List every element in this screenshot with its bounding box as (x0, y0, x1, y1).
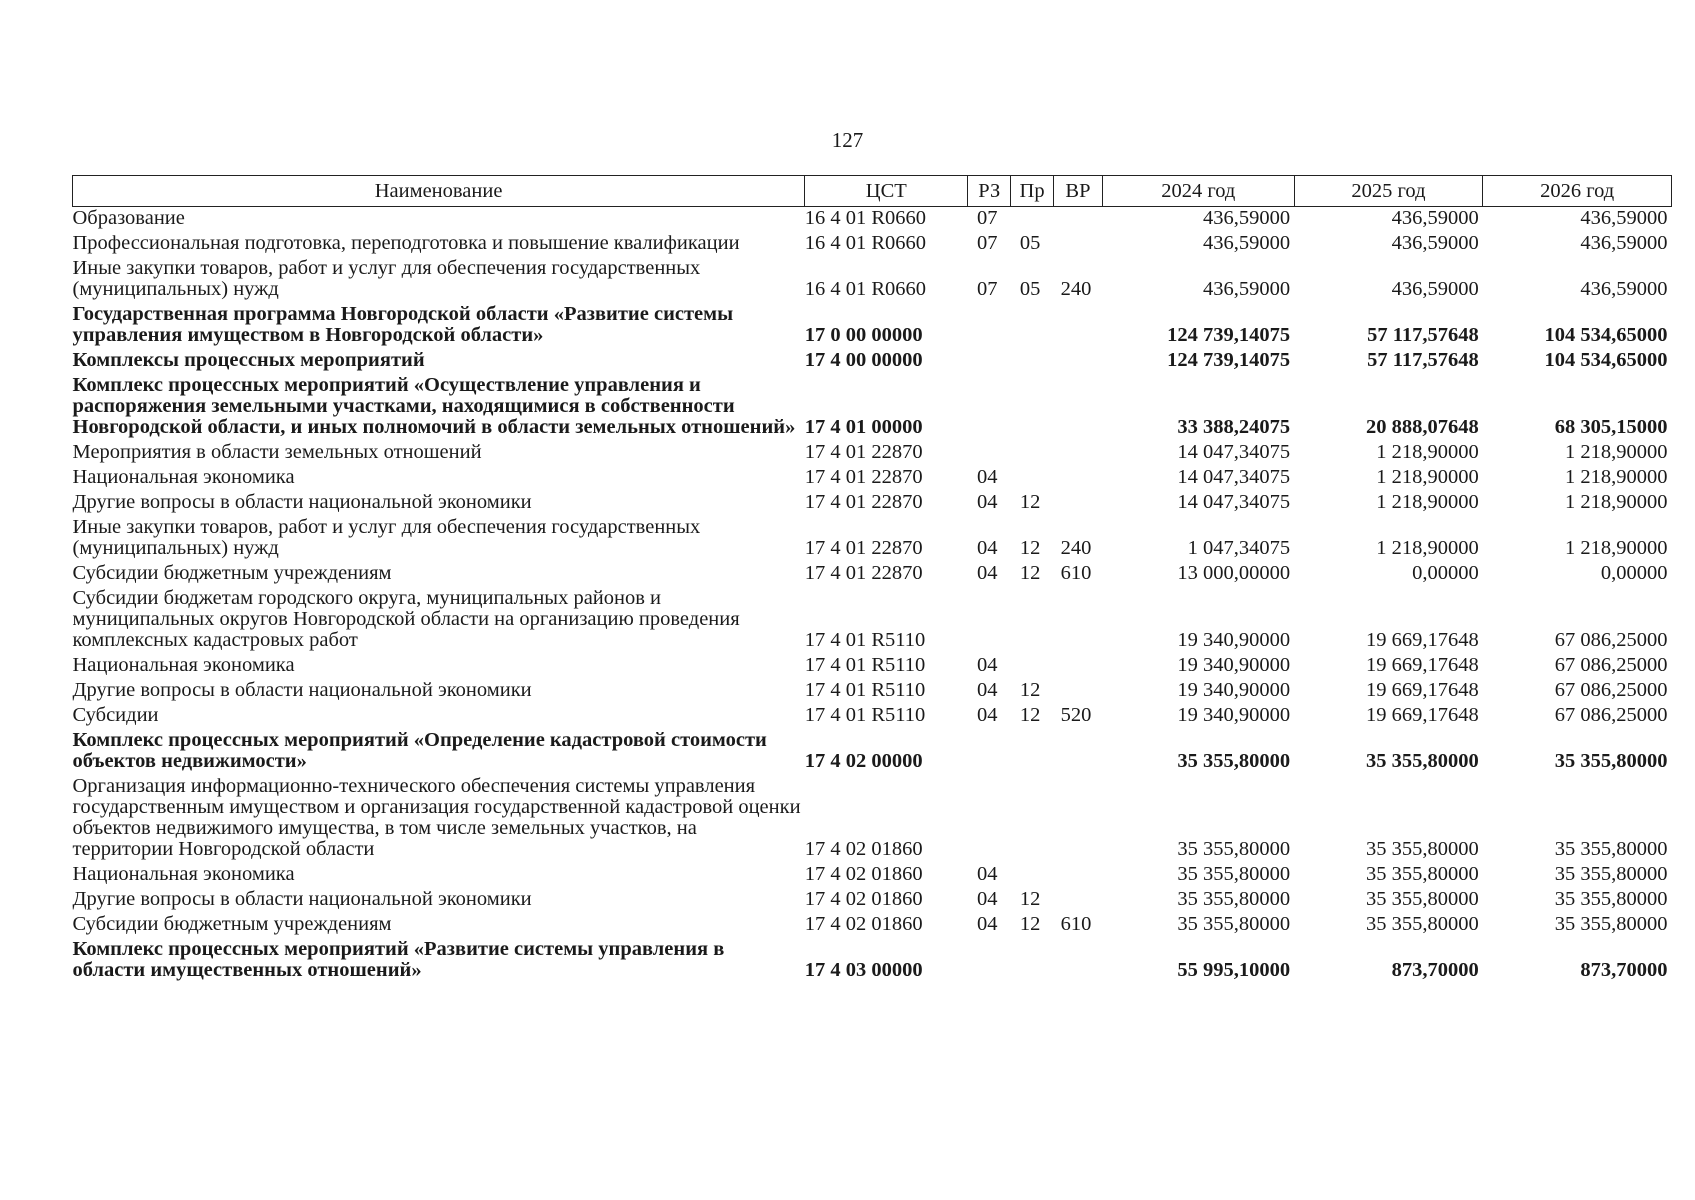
row-vr (1054, 587, 1103, 654)
row-amount-2026: 436,59000 (1580, 207, 1668, 229)
row-name: Комплекс процессных мероприятий «Определение кадастровой стоимости объектов недвижимости» (72, 729, 767, 772)
row-rz: 04 (977, 562, 998, 584)
row-name: Субсидии бюджетам городского округа, муниципальных районов и муниципальных округов Новгородской области на организацию проведения комплексных кадастровых работ (72, 587, 740, 651)
row-vr (1054, 232, 1103, 257)
row-rz (968, 775, 1011, 863)
budget-table (72, 175, 1672, 984)
row-amount-2025: 35 355,80000 (1366, 838, 1479, 860)
table-row (73, 374, 1672, 441)
row-amount-2026: 68 305,15000 (1554, 416, 1668, 438)
row-amount-2025: 19 669,17648 (1366, 654, 1479, 676)
row-cst: 17 4 01 22870 (804, 491, 923, 513)
row-rz (968, 729, 1011, 775)
table-row (73, 303, 1672, 349)
row-name: Комплексы процессных мероприятий (72, 349, 425, 371)
row-cst: 17 4 01 22870 (804, 562, 923, 584)
table-row (73, 775, 1672, 863)
row-vr (1054, 863, 1103, 888)
row-vr (1054, 349, 1103, 374)
table-row (73, 938, 1672, 984)
header-pr: Пр (1011, 176, 1054, 207)
row-name: Национальная экономика (72, 863, 295, 885)
table-row (73, 913, 1672, 938)
row-pr: 12 (1019, 562, 1041, 584)
row-vr (1054, 466, 1103, 491)
row-cst: 17 4 01 R5110 (804, 629, 926, 651)
row-name: Образование (72, 207, 185, 229)
row-vr (1054, 441, 1103, 466)
row-amount-2026: 35 355,80000 (1554, 913, 1668, 935)
row-vr: 240 (1060, 278, 1092, 300)
row-cst: 17 4 01 22870 (804, 466, 923, 488)
row-amount-2025: 873,70000 (1391, 959, 1479, 981)
row-cst: 17 4 02 01860 (804, 838, 923, 860)
row-pr: 12 (1019, 537, 1041, 559)
row-amount-2025: 1 218,90000 (1376, 466, 1479, 488)
table-row (73, 207, 1672, 233)
row-vr (1054, 207, 1103, 233)
row-name: Государственная программа Новгородской области «Развитие системы управления имуществом в Новгородской области» (72, 303, 734, 346)
row-rz: 04 (977, 863, 998, 885)
row-cst: 17 4 01 R5110 (804, 679, 926, 701)
row-amount-2024: 124 739,14075 (1167, 324, 1291, 346)
row-pr (1011, 863, 1054, 888)
row-amount-2025: 19 669,17648 (1366, 679, 1479, 701)
row-pr: 05 (1019, 278, 1041, 300)
row-amount-2025: 19 669,17648 (1366, 629, 1479, 651)
row-amount-2026: 35 355,80000 (1554, 750, 1668, 772)
table-row (73, 679, 1672, 704)
row-name: Субсидии бюджетным учреждениям (72, 562, 392, 584)
row-amount-2024: 19 340,90000 (1177, 679, 1291, 701)
row-amount-2025: 35 355,80000 (1366, 888, 1479, 910)
row-amount-2026: 35 355,80000 (1554, 888, 1668, 910)
row-cst: 17 4 02 01860 (804, 888, 923, 910)
row-rz: 04 (977, 913, 998, 935)
row-vr (1054, 775, 1103, 863)
row-pr (1011, 587, 1054, 654)
row-vr (1054, 303, 1103, 349)
row-amount-2024: 19 340,90000 (1177, 654, 1291, 676)
row-amount-2024: 35 355,80000 (1177, 888, 1291, 910)
row-amount-2024: 19 340,90000 (1177, 629, 1291, 651)
row-name: Комплекс процессных мероприятий «Осуществление управления и распоряжения земельными участками, находящимися в собственности Новгородской области, и иных полномочий в области земельных отношений» (72, 374, 796, 438)
row-amount-2025: 0,00000 (1412, 562, 1479, 584)
row-cst: 17 4 01 R5110 (804, 654, 926, 676)
row-amount-2026: 67 086,25000 (1554, 704, 1668, 726)
row-amount-2024: 33 388,24075 (1177, 416, 1291, 438)
row-cst: 17 4 01 22870 (804, 537, 923, 559)
row-rz: 04 (977, 654, 998, 676)
row-amount-2026: 1 218,90000 (1565, 441, 1668, 463)
row-pr (1011, 654, 1054, 679)
row-vr: 240 (1060, 537, 1092, 559)
row-amount-2024: 14 047,34075 (1177, 491, 1291, 513)
row-rz: 04 (977, 491, 998, 513)
row-amount-2026: 436,59000 (1580, 232, 1668, 254)
row-pr: 05 (1019, 232, 1041, 254)
row-vr (1054, 374, 1103, 441)
row-rz (968, 441, 1011, 466)
row-pr (1011, 441, 1054, 466)
row-amount-2025: 436,59000 (1391, 232, 1479, 254)
row-rz (968, 374, 1011, 441)
row-amount-2025: 57 117,57648 (1367, 349, 1479, 371)
row-rz: 07 (977, 207, 998, 229)
row-pr: 12 (1019, 679, 1041, 701)
row-amount-2025: 35 355,80000 (1366, 863, 1479, 885)
row-amount-2025: 35 355,80000 (1366, 750, 1479, 772)
row-cst: 17 4 01 00000 (804, 416, 923, 438)
row-pr (1011, 303, 1054, 349)
row-name: Национальная экономика (72, 654, 295, 676)
row-vr (1054, 938, 1103, 984)
row-name: Профессиональная подготовка, переподготовка и повышение квалификации (72, 232, 740, 254)
table-row (73, 441, 1672, 466)
row-cst: 17 4 00 00000 (804, 349, 923, 371)
row-amount-2026: 67 086,25000 (1554, 679, 1668, 701)
row-name: Субсидии бюджетным учреждениям (72, 913, 392, 935)
row-rz: 04 (977, 704, 998, 726)
table-row (73, 349, 1672, 374)
row-amount-2024: 14 047,34075 (1177, 466, 1291, 488)
row-pr (1011, 207, 1054, 233)
row-amount-2024: 124 739,14075 (1167, 349, 1291, 371)
row-amount-2026: 1 218,90000 (1565, 491, 1668, 513)
row-vr: 520 (1060, 704, 1092, 726)
row-amount-2026: 1 218,90000 (1565, 466, 1668, 488)
row-rz: 04 (977, 537, 998, 559)
table-row (73, 729, 1672, 775)
row-amount-2025: 436,59000 (1391, 278, 1479, 300)
row-vr: 610 (1060, 562, 1092, 584)
row-cst: 16 4 01 R0660 (804, 232, 926, 254)
row-name: Другие вопросы в области национальной экономики (72, 491, 532, 513)
row-name: Национальная экономика (72, 466, 295, 488)
row-name: Иные закупки товаров, работ и услуг для обеспечения государственных (муниципальных) нужд (72, 257, 701, 300)
row-pr (1011, 775, 1054, 863)
row-amount-2026: 67 086,25000 (1554, 654, 1668, 676)
row-vr (1054, 491, 1103, 516)
row-amount-2026: 1 218,90000 (1565, 537, 1668, 559)
row-amount-2024: 19 340,90000 (1177, 704, 1291, 726)
row-cst: 16 4 01 R0660 (804, 278, 926, 300)
table-row (73, 562, 1672, 587)
row-amount-2025: 19 669,17648 (1366, 704, 1479, 726)
row-name: Субсидии (72, 704, 159, 726)
row-amount-2025: 35 355,80000 (1366, 913, 1479, 935)
header-2024: 2024 год (1102, 176, 1294, 207)
row-amount-2026: 0,00000 (1600, 562, 1668, 584)
table-row (73, 491, 1672, 516)
row-name: Другие вопросы в области национальной экономики (72, 888, 532, 910)
row-amount-2026: 35 355,80000 (1554, 863, 1668, 885)
table-row (73, 466, 1672, 491)
table-row (73, 888, 1672, 913)
row-pr: 12 (1019, 491, 1041, 513)
row-cst: 17 4 02 00000 (804, 750, 923, 772)
row-vr (1054, 888, 1103, 913)
row-amount-2025: 1 218,90000 (1376, 537, 1479, 559)
row-rz: 07 (977, 232, 998, 254)
row-amount-2025: 57 117,57648 (1367, 324, 1479, 346)
header-2025: 2025 год (1294, 176, 1483, 207)
row-cst: 17 4 01 R5110 (804, 704, 926, 726)
row-rz (968, 938, 1011, 984)
row-vr (1054, 654, 1103, 679)
header-vr: ВР (1054, 176, 1103, 207)
row-amount-2024: 436,59000 (1203, 207, 1291, 229)
row-amount-2026: 436,59000 (1580, 278, 1668, 300)
row-amount-2026: 104 534,65000 (1544, 349, 1668, 371)
table-row (73, 704, 1672, 729)
row-amount-2026: 35 355,80000 (1554, 838, 1668, 860)
row-vr (1054, 679, 1103, 704)
row-amount-2024: 13 000,00000 (1177, 562, 1291, 584)
row-cst: 17 4 02 01860 (804, 863, 923, 885)
table-row (73, 863, 1672, 888)
row-amount-2024: 55 995,10000 (1177, 959, 1291, 981)
row-pr (1011, 729, 1054, 775)
row-rz (968, 587, 1011, 654)
row-name: Другие вопросы в области национальной экономики (72, 679, 532, 701)
table-row (73, 654, 1672, 679)
row-amount-2026: 67 086,25000 (1554, 629, 1668, 651)
row-amount-2025: 1 218,90000 (1376, 441, 1479, 463)
row-pr: 12 (1019, 913, 1041, 935)
row-pr (1011, 466, 1054, 491)
row-name: Комплекс процессных мероприятий «Развитие системы управления в области имущественных отношений» (72, 938, 725, 981)
row-vr (1054, 729, 1103, 775)
row-name: Иные закупки товаров, работ и услуг для обеспечения государственных (муниципальных) нужд (72, 516, 701, 559)
row-amount-2024: 14 047,34075 (1177, 441, 1291, 463)
row-name: Организация информационно-технического обеспечения системы управления государственным имуществом и организация государственной кадастровой оценки объектов недвижимого имущества, в том числе земельных участков, на территории Новгородской области (72, 775, 801, 860)
table-row (73, 257, 1672, 303)
row-rz (968, 303, 1011, 349)
row-amount-2026: 873,70000 (1580, 959, 1668, 981)
row-cst: 17 4 03 00000 (804, 959, 923, 981)
row-amount-2025: 436,59000 (1391, 207, 1479, 229)
row-cst: 16 4 01 R0660 (804, 207, 926, 229)
row-amount-2026: 104 534,65000 (1544, 324, 1668, 346)
row-amount-2024: 1 047,34075 (1187, 537, 1291, 559)
row-amount-2024: 35 355,80000 (1177, 750, 1291, 772)
row-pr (1011, 349, 1054, 374)
row-amount-2024: 436,59000 (1203, 232, 1291, 254)
row-amount-2024: 35 355,80000 (1177, 838, 1291, 860)
row-amount-2025: 1 218,90000 (1376, 491, 1479, 513)
row-pr (1011, 938, 1054, 984)
table-row (73, 232, 1672, 257)
row-pr: 12 (1019, 704, 1041, 726)
row-cst: 17 0 00 00000 (804, 324, 923, 346)
page-number: 127 (831, 128, 864, 152)
table-body (73, 207, 1672, 985)
row-amount-2024: 35 355,80000 (1177, 913, 1291, 935)
row-vr: 610 (1060, 913, 1092, 935)
row-pr: 12 (1019, 888, 1041, 910)
table-row (73, 516, 1672, 562)
row-name: Мероприятия в области земельных отношений (72, 441, 482, 463)
row-rz: 04 (977, 888, 998, 910)
header-cst: ЦСТ (805, 176, 968, 207)
row-rz: 04 (977, 679, 998, 701)
header-rz: РЗ (968, 176, 1011, 207)
row-rz: 04 (977, 466, 998, 488)
row-cst: 17 4 01 22870 (804, 441, 923, 463)
row-amount-2024: 436,59000 (1203, 278, 1291, 300)
header-name: Наименование (73, 176, 805, 207)
table-row (73, 587, 1672, 654)
row-amount-2024: 35 355,80000 (1177, 863, 1291, 885)
row-rz (968, 349, 1011, 374)
row-amount-2025: 20 888,07648 (1366, 416, 1479, 438)
row-rz: 07 (977, 278, 998, 300)
row-cst: 17 4 02 01860 (804, 913, 923, 935)
row-pr (1011, 374, 1054, 441)
header-2026: 2026 год (1483, 176, 1672, 207)
table-header-row (73, 176, 1672, 207)
